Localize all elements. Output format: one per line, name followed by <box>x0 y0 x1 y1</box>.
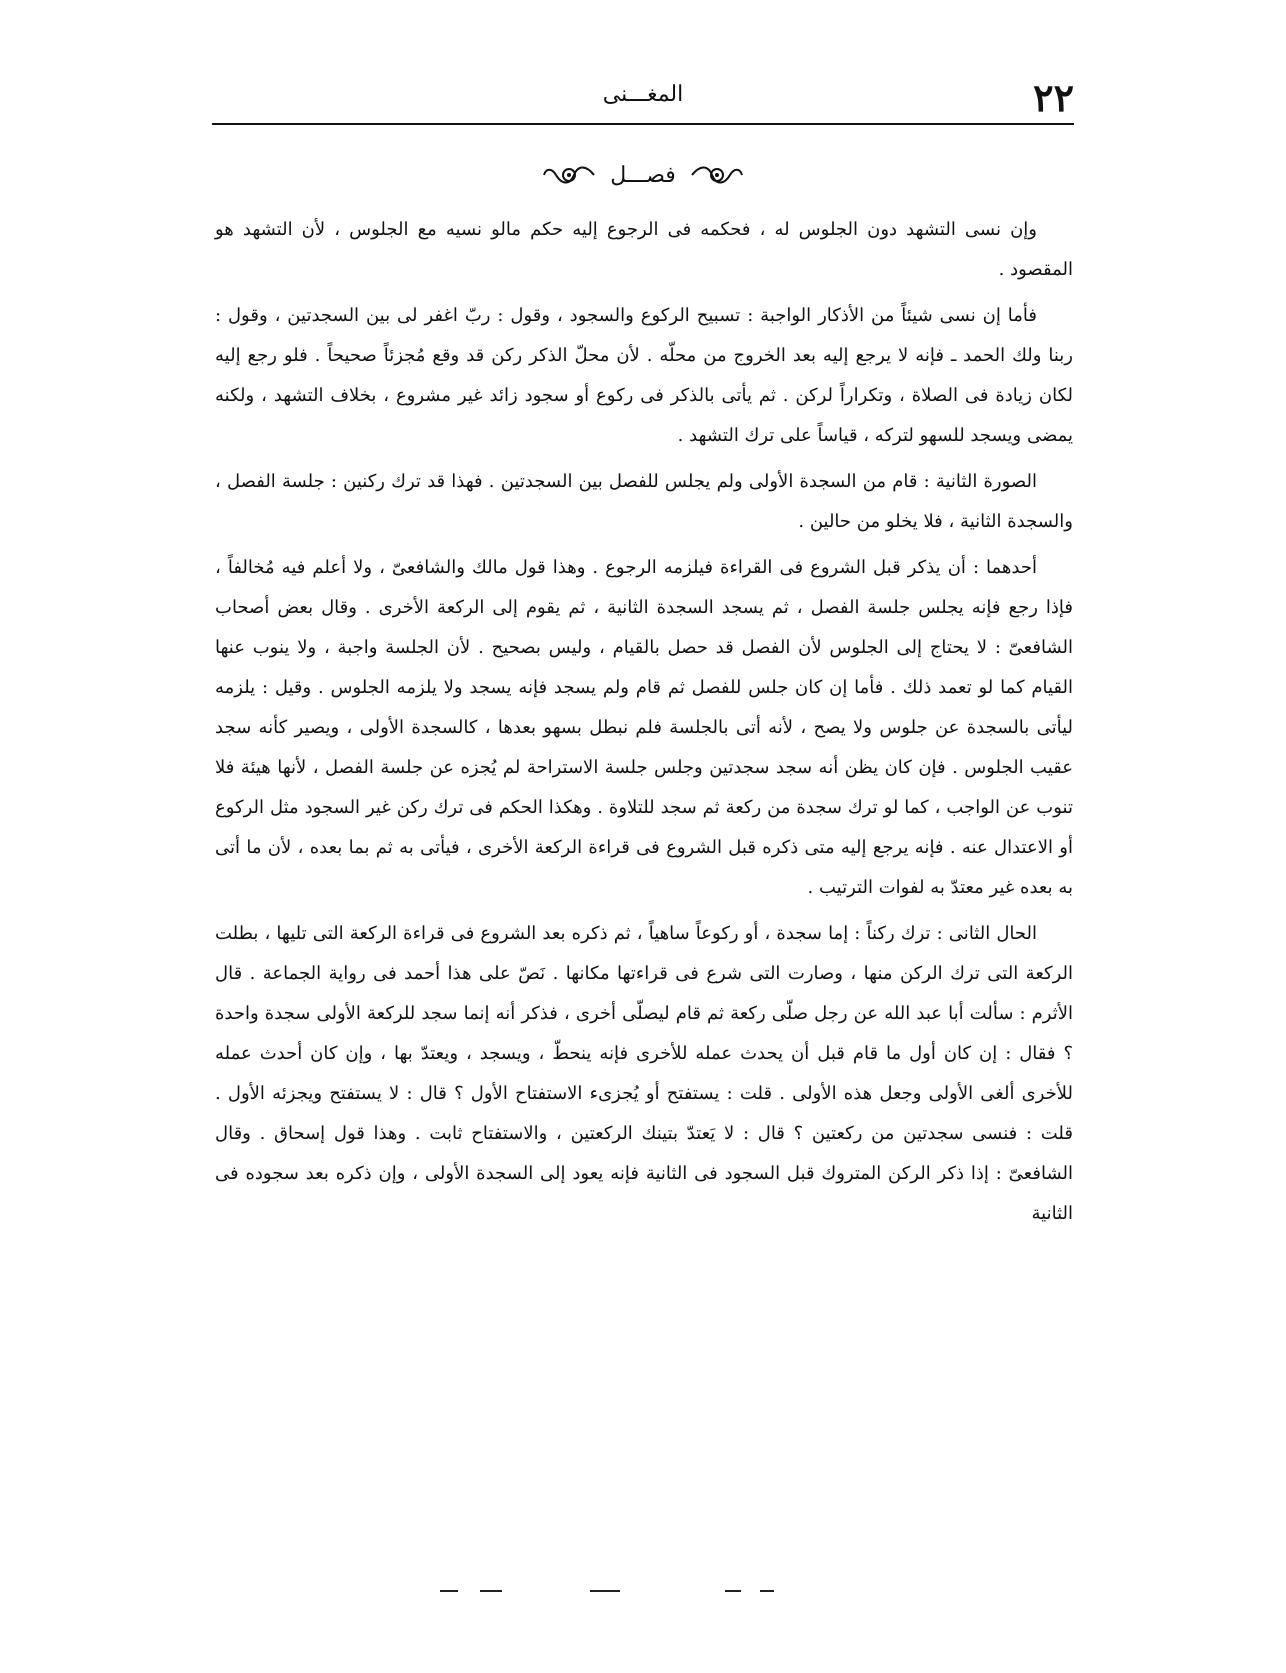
page-header <box>212 70 1074 130</box>
footer-dash <box>480 1590 502 1592</box>
section-title: فصـــل <box>610 162 676 188</box>
header-rule <box>212 123 1074 125</box>
body-text <box>215 210 1073 1240</box>
footer-dash <box>590 1590 620 1592</box>
paragraph: وإن نسى التشهد دون الجلوس له ، فحكمه فى الرجوع إليه حكم مالو نسيه مع الجلوس ، لأن التشهد هو المقصود . <box>215 219 1073 280</box>
paragraph: أحدهما : أن يذكر قبل الشروع فى القراءة فيلزمه الرجوع . وهذا قول مالك والشافعىّ ، ولا أعلم فيه مُخالفاً ، فإذا رجع فإنه يجلس جلسة الفصل ، ثم يسجد السجدة الثانية ، ثم يقوم إلى الركعة الأخرى . وقال بعض أصحاب الشافعىّ : لا يحتاج إلى الجلوس لأن الفصل قد حصل بالقيام ، وليس بصحيح . لأن الجلسة واجبة ، ولا ينوب عنها القيام كما لو تعمد ذلك . فأما إن كان جلس للفصل ثم قام ولم يسجد فإنه يسجد ولا يلزمه الجلوس . وقيل : يلزمه ليأتى بالسجدة عن جلوس ولا يصح ، لأنه أتى بالجلسة فلم نبطل بسهو بعدها ، كالسجدة الأولى ، ويصير كأنه سجد عقيب الجلوس . فإن كان يظن أنه سجد سجدتين وجلس جلسة الاستراحة لم يُجزه عن جلسة الفصل ، لأنها هيئة فلا تنوب عن الواجب ، كما لو ترك سجدة من ركعة ثم سجد للتلاوة . وهكذا الحكم فى ترك ركن غير السجود مثل الركوع أو الاعتدال عنه . فإنه يرجع إليه متى ذكره قبل الشروع فى قراءة الركعة الأخرى ، فيأتى به ثم بما بعده ، لأن ما أتى به بعده غير معتدّ به لفوات الترتيب . <box>215 557 1073 898</box>
running-title: المغـــنى <box>602 82 684 107</box>
paragraph: الحال الثانى : ترك ركناً : إما سجدة ، أو ركوعاً ساهياً ، ثم ذكره بعد الشروع فى قراءة الركعة التى تليها ، بطلت الركعة التى ترك الركن منها ، وصارت التى شرع فى قراءتها مكانها . نَصّ على هذا أحمد فى رواية الجماعة . قال الأثرم : سألت أبا عبد الله عن رجل صلّى ركعة ثم قام ليصلّى أخرى ، فذكر أنه إنما سجد للركعة الأولى سجدة واحدة ؟ فقال : إن كان أول ما قام قبل أن يحدث عمله للأخرى فإنه ينحطّ ، ويسجد ، ويعتدّ بها ، وإن كان أحدث عمله للأخرى ألغى الأولى وجعل هذه الأولى . قلت : يستفتح أو يُجزىء الاستفتاح الأول ؟ قال : لا يستفتح ويجزئه الأول . قلت : فنسى سجدتين من ركعتين ؟ قال : لا يَعتدّ بتينك الركعتين ، والاستفتاح ثابت . وهذا قول إسحاق . وقال الشافعىّ : إذا ذكر الركن المتروك قبل السجود فى الثانية فإنه يعود إلى السجدة الأولى ، وإن ذكره بعد سجوده فى الثانية <box>215 923 1073 1224</box>
footer-dash <box>725 1590 741 1592</box>
paragraph: فأما إن نسى شيئاً من الأذكار الواجبة : تسبيح الركوع والسجود ، وقول : ربّ اغفر لى بين السجدتين ، وقول : ربنا ولك الحمد ـ فإنه لا يرجع إليه بعد الخروج من محلّه . لأن محلّ الذكر ركن قد وقع مُجزئاً صحيحاً . فلو رجع إليه لكان زيادة فى الصلاة ، وتكراراً لركن . ثم يأتى بالذكر فى ركوع أو سجود زائد غير مشروع ، بخلاف التشهد ، ولكنه يمضى ويسجد للسهو لتركه ، قياساً على ترك التشهد . <box>215 305 1073 446</box>
page-number: ٢٢ <box>1033 75 1074 120</box>
footer-marks <box>440 1590 800 1594</box>
footer-dash <box>440 1590 458 1592</box>
ornament-right-icon <box>690 162 744 188</box>
paragraph: الصورة الثانية : قام من السجدة الأولى ولم يجلس للفصل بين السجدتين . فهذا قد ترك ركنين : جلسة الفصل ، والسجدة الثانية ، فلا يخلو من حالين . <box>215 471 1073 532</box>
ornament-left-icon <box>542 162 596 188</box>
footer-dash <box>760 1590 774 1592</box>
section-heading <box>212 155 1074 195</box>
